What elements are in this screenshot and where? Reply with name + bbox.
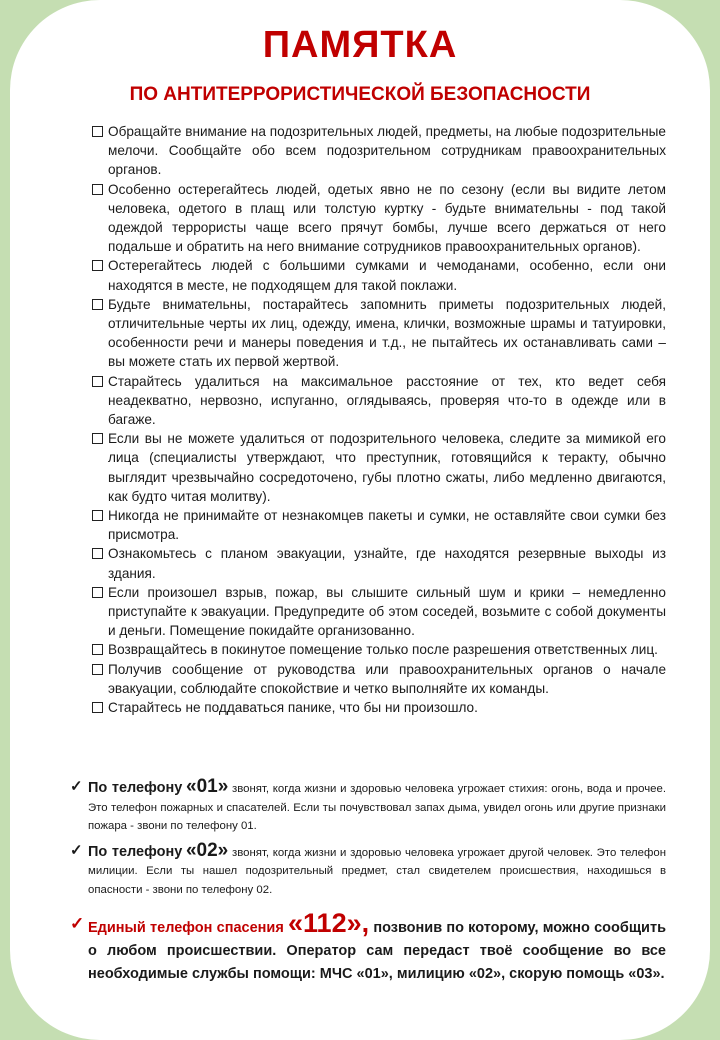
list-item: Особенно остерегайтесь людей, одетых явно не по сезону (если вы видите летом человека, одетого в плащ или толстую куртку - будьте внимательны - под такой одеждой террористы чаще всего прячут бомбы, лучше всего держаться от него подальше и обратить на него внимание сотрудников правоохранительных органов). [80,180,666,257]
list-item: Получив сообщение от руководства или правоохранительных органов о начале эвакуации, соблюдайте спокойствие и четко выполняйте их команды. [80,660,666,698]
list-item: Старайтесь удалиться на максимальное расстояние от тех, кто ведет себя неадекватно, нервозно, испуганно, оглядываясь, проверяя что-то в одежде или в багаже. [80,372,666,430]
checkbox-icon [92,299,103,310]
checkmark-icon: ✓ [70,778,83,795]
checkbox-icon [92,548,103,559]
list-item: Никогда не принимайте от незнакомцев пакеты и сумки, не оставляйте свои сумки без присмотра. [80,506,666,544]
checkbox-icon [92,260,103,271]
checkmark-icon: ✓ [70,841,83,859]
checkbox-icon [92,184,103,195]
checkbox-icon [92,376,103,387]
list-item: Остерегайтесь людей с большими сумками и чемоданами, особенно, если они находятся в месте, не подходящем для такой поклажи. [80,256,666,294]
list-item: Если произошел взрыв, пожар, вы слышите сильный шум и крики – немедленно приступайте к эвакуации. Предупредите об этом соседей, возьмите с собой документы и деньги. Помещение покидайте организованно. [80,583,666,641]
phone-02-item: ✓ По телефону «02» звонят, когда жизни и здоровью человека угрожает другой человек. Это телефон милиции. Если ты нашел подозрительный предмет, стал свидетелем происшествия, находишься в опасности - звони по телефону 02. [70,839,666,896]
list-item: Возвращайтесь в покинутое помещение только после разрешения ответственных лиц. [80,640,666,659]
checkbox-icon [92,433,103,444]
checkbox-icon [92,510,103,521]
phone-01-item: ✓ По телефону «01» звонят, когда жизни и здоровью человека угрожает стихия: огонь, вода и прочее. Это телефон пожарных и спасателей. Если ты почувствовал запах дыма, увидел огонь или другие признаки пожара - звони по телефону 01. [70,776,666,833]
checkbox-icon [92,644,103,655]
checkmark-icon: ✓ [70,913,85,933]
phone-112-item: ✓ Единый телефон спасения «112», позвонив по которому, можно сообщить о любом происшествии. Оператор сам передаст твоё сообщение во все необходимые службы помощи: МЧС «01», милицию «02», скорую помощь «03». [70,907,666,982]
list-item: Ознакомьтесь с планом эвакуации, узнайте, где находятся резервные выходы из здания. [80,544,666,582]
list-item: Старайтесь не поддаваться панике, что бы ни произошло. [80,698,666,717]
memo-card [10,0,710,1040]
list-item: Будьте внимательны, постарайтесь запомнить приметы подозрительных людей, отличительные черты их лиц, одежду, имена, клички, возможные шрамы и татуировки, особенности речи и манеры поведения и т.д., не пытайтесь их останавливать сами – вы можете стать их первой жертвой. [80,295,666,372]
page-subtitle: ПО АНТИТЕРРОРИСТИЧЕСКОЙ БЕЗОПАСНОСТИ [129,84,591,105]
checkbox-icon [92,664,103,675]
tips-list [80,122,666,717]
checkbox-icon [92,126,103,137]
phones-section [70,778,666,986]
checkbox-icon [92,702,103,713]
list-item: Если вы не можете удалиться от подозрительного человека, следите за мимикой его лица (специалисты утверждают, что преступник, готовящийся к теракту, обычно выглядит чрезвычайно сосредоточено, губы плотно сжаты, либо медленно двигаются, как будто читая молитву). [80,429,666,506]
checkbox-icon [92,587,103,598]
page-title: ПАМЯТКА [262,24,458,66]
list-item: Обращайте внимание на подозрительных людей, предметы, на любые подозрительные мелочи. Сообщайте обо всем подозрительном сотрудникам правоохранительных органов. [80,122,666,180]
